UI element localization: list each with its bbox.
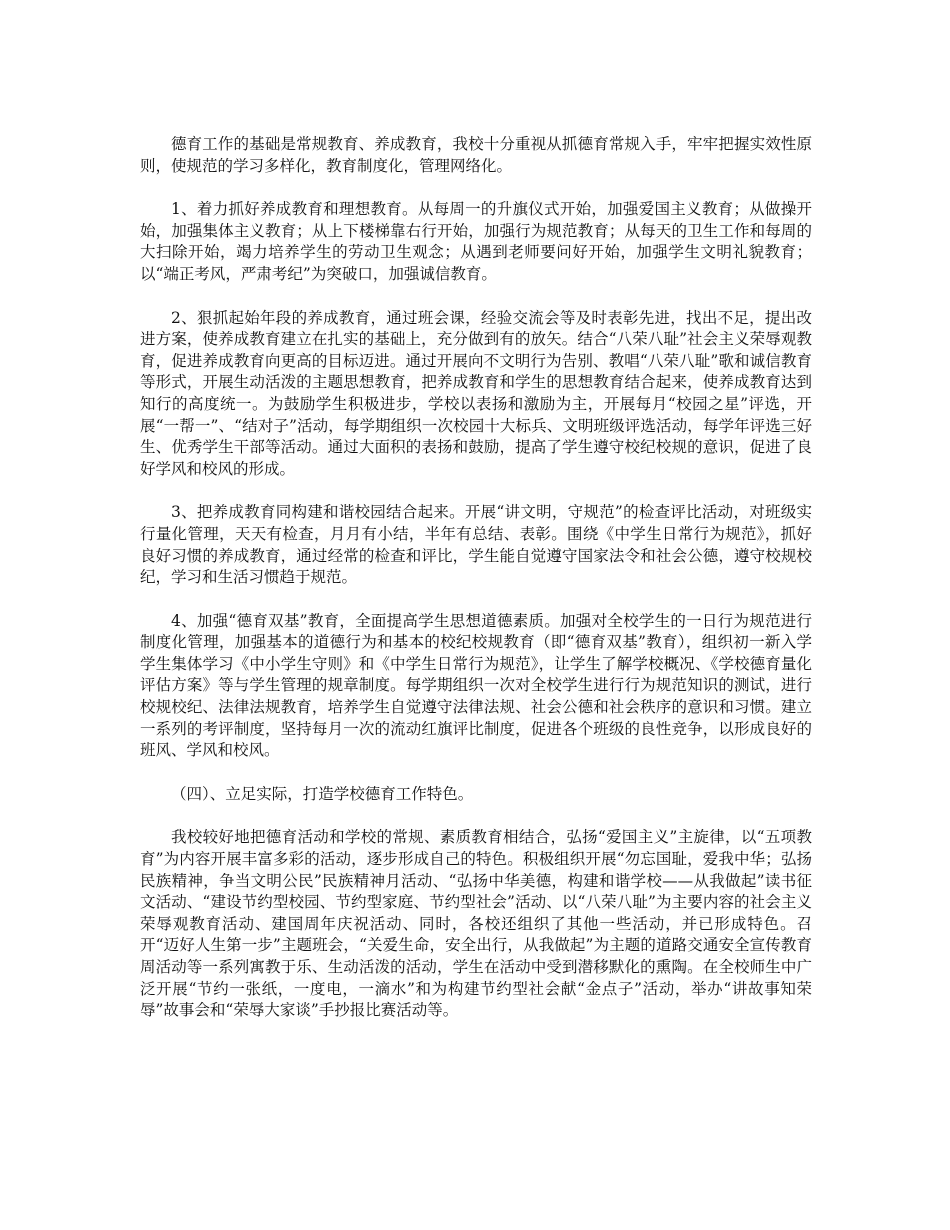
paragraph-item-2: 2、狠抓起始年段的养成教育，通过班会课，经验交流会等及时表彰先进，找出不足，提出改进方案，使养成教育建立在扎实的基础上，充分做到有的放矢。结合“八荣八耻”社会主义荣辱观教育，促进养成教育向更高的目标迈进。通过开展向不文明行为告别、教唱“八荣八耻”歌和诚信教育等形式，开展生动活泼的主题思想教育，把养成教育和学生的思想教育结合起来，使养成教育达到知行的高度统一。为鼓励学生积极进步，学校以表扬和激励为主，开展每月“校园之星”评选，开展“一帮一”、“结对子”活动，每学期组织一次校园十大标兵、文明班级评选活动，每学年评选三好生、优秀学生干部等活动。通过大面积的表扬和鼓励，提高了学生遵守校纪校规的意识，促进了良好学风和校风的形成。 [140,308,812,478]
paragraph-item-3: 3、把养成教育同构建和谐校园结合起来。开展“讲文明，守规范”的检查评比活动，对班级实行量化管理，天天有检查，月月有小结，半年有总结、表彰。围绕《中学生日常行为规范》，抓好良好习惯的养成教育，通过经常的检查和评比，学生能自觉遵守国家法令和社会公德，遵守校规校纪，学习和生活习惯趋于规范。 [140,503,812,587]
paragraph-intro: 德育工作的基础是常规教育、养成教育，我校十分重视从抓德育常规入手，牢牢把握实效性原则，使规范的学习多样化，教育制度化，管理网络化。 [140,135,812,175]
paragraph-item-1: 1、着力抓好养成教育和理想教育。从每周一的升旗仪式开始，加强爱国主义教育；从做操开始，加强集体主义教育；从上下楼梯靠右行开始，加强行为规范教育；从每天的卫生工作和每周的大扫除开始，竭力培养学生的劳动卫生观念；从遇到老师要问好开始，加强学生文明礼貌教育；以“端正考风，严肃考纪”为突破口，加强诚信教育。 [140,200,812,283]
section-heading-4: （四）、立足实际，打造学校德育工作特色。 [171,784,474,803]
paragraph-item-4: 4、加强“德育双基”教育，全面提高学生思想道德素质。加强对全校学生的一日行为规范进行制度化管理，加强基本的道德行为和基本的校纪校规教育（即“德育双基”教育），组织初一新入学学生集体学习《中小学生守则》和《中学生日常行为规范》，让学生了解学校概况、《学校德育量化评估方案》等与学生管理的规章制度。每学期组织一次对全校学生进行行为规范知识的测试，进行校规校纪、法律法规教育，培养学生自觉遵守法律法规、社会公德和社会秩序的意识和习惯。建立一系列的考评制度，坚持每月一次的流动红旗评比制度，促进各个班级的良性竞争，以形成良好的班风、学风和校风。 [140,611,812,760]
document-body [140,134,812,1022]
paragraph-features: 我校较好地把德育活动和学校的常规、素质教育相结合，弘扬“爱国主义”主旋律，以“五项教育”为内容开展丰富多彩的活动，逐步形成自己的特色。积极组织开展“勿忘国耻，爱我中华；弘扬民族精神，争当文明公民”民族精神月活动、“弘扬中华美德，构建和谐学校——从我做起”读书征文活动、“建设节约型校园、节约型家庭、节约型社会”活动、以“八荣八耻”为主要内容的社会主义荣辱观教育活动、建国周年庆祝活动、同时，各校还组织了其他一些活动，并已形成特色。召开“迈好人生第一步”主题班会，“关爱生命，安全出行，从我做起”为主题的道路交通安全宣传教育周活动等一系列寓教于乐、生动活泼的活动，学生在活动中受到潜移默化的熏陶。在全校师生中广泛开展“节约一张纸，一度电，一滴水”和为构建节约型社会献“金点子”活动，举办“讲故事知荣辱”故事会和“荣辱大家谈”手抄报比赛活动等。 [140,828,812,1020]
